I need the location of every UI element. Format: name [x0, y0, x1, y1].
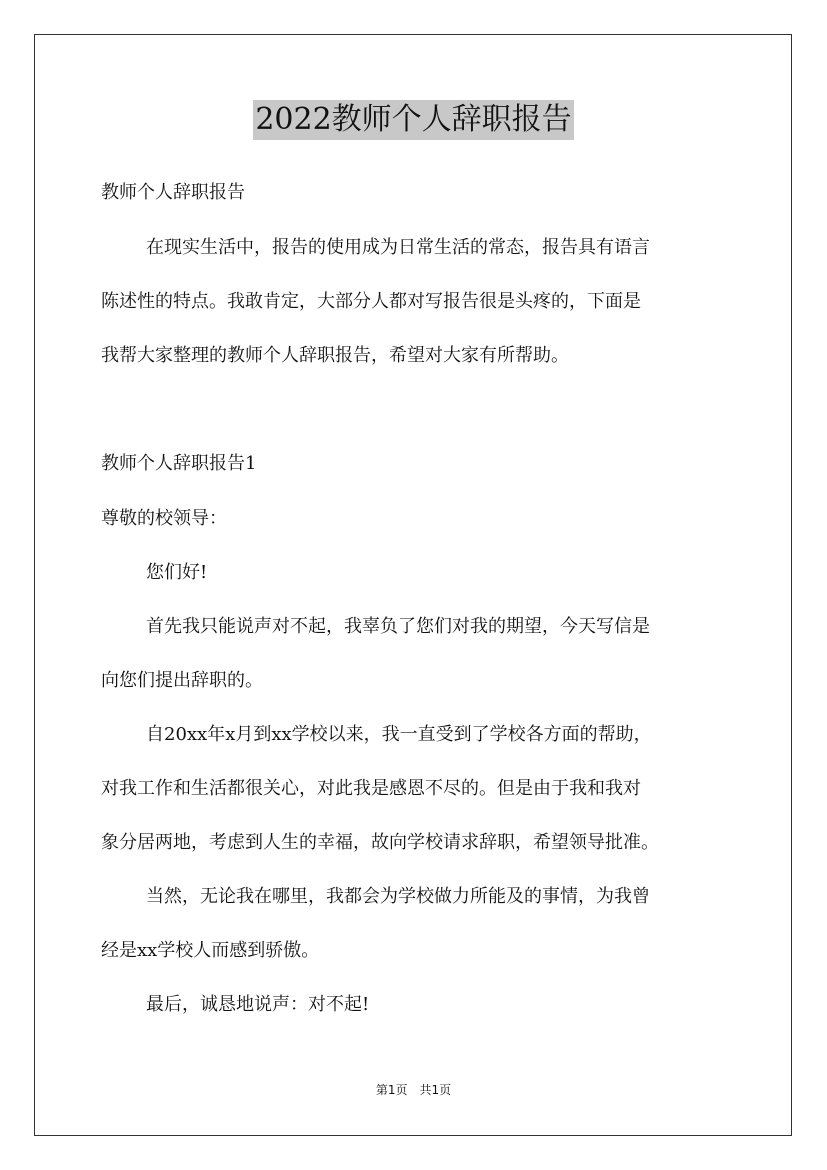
section-heading: 教师个人辞职报告	[101, 182, 245, 203]
paragraph-line: 象分居两地，考虑到人生的幸福，故向学校请求辞职，希望领导批准。	[101, 832, 659, 853]
page-footer	[0, 1082, 827, 1098]
paragraph-line: 首先我只能说声对不起，我辜负了您们对我的期望，今天写信是	[146, 616, 650, 637]
greeting: 您们好!	[146, 562, 208, 583]
paragraph-line: 对我工作和生活都很关心，对此我是感恩不尽的。但是由于我和我对	[101, 778, 641, 799]
paragraph-line: 当然，无论我在哪里，我都会为学校做力所能及的事情，为我曾	[146, 886, 650, 907]
paragraph-line: 自20xx年x月到xx学校以来，我一直受到了学校各方面的帮助，	[146, 724, 652, 745]
paragraph-line: 在现实生活中，报告的使用成为日常生活的常态，报告具有语言	[146, 237, 650, 258]
title-container	[0, 100, 827, 140]
salutation: 尊敬的校领导：	[101, 508, 227, 529]
paragraph-line: 向您们提出辞职的。	[101, 670, 263, 691]
closing-line: 最后，诚恳地说声：对不起!	[146, 994, 370, 1015]
paragraph-line: 我帮大家整理的教师个人辞职报告，希望对大家有所帮助。	[101, 345, 569, 366]
document-title: 2022教师个人辞职报告	[253, 100, 573, 140]
paragraph-line: 经是xx学校人而感到骄傲。	[101, 940, 320, 961]
paragraph-line: 陈述性的特点。我敢肯定，大部分人都对写报告很是头疼的，下面是	[101, 291, 641, 312]
page-number-total: 共1页	[419, 1083, 452, 1097]
page-number-current: 第1页	[375, 1083, 408, 1097]
section-heading: 教师个人辞职报告1	[101, 453, 257, 474]
